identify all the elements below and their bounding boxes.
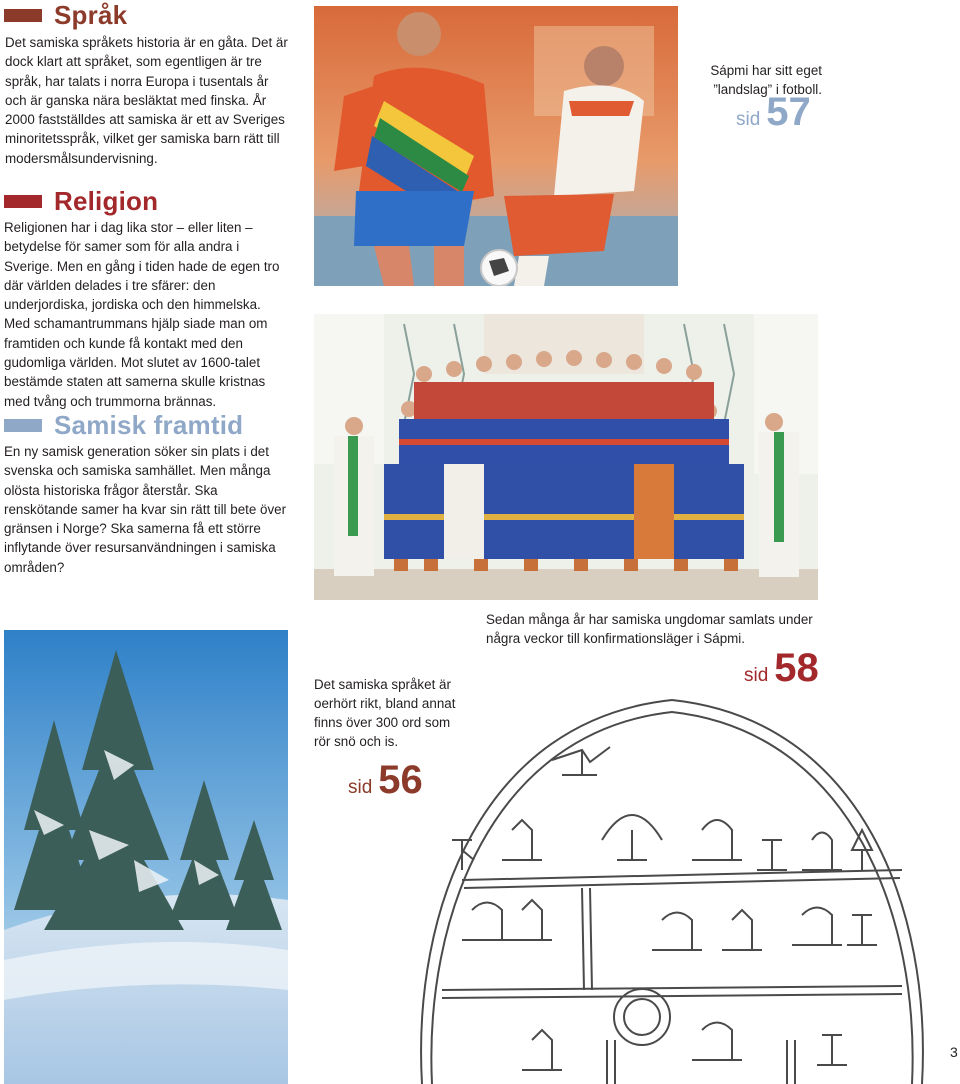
sid-label: sid [348, 777, 373, 798]
section-heading-sprak [4, 0, 127, 31]
sid-number: 57 [766, 90, 811, 134]
heading-color-swatch [4, 419, 42, 432]
sid-number: 58 [774, 646, 819, 690]
heading-color-swatch [4, 195, 42, 208]
body-sprak: Det samiska språkets historia är en gåta. Det är dock klart att språket, som egentligen är tre språk, har talats i norra Europa i tusentals år och är ganska nära besläktat med finska. År 2000 fastställdes att samiska är ett av Sveriges minoritetsspråk, vilket ger samiska barn rätt till modersmålsundervisning. [5, 35, 288, 166]
body-framtid: En ny samisk generation söker sin plats i det svenska och samiska samhället. Men många olösta historiska frågor återstår. Ska renskötande samer ha kvar sin rätt till bete över gränsen i Norge? Ska samerna få ett större inflytande över resursanvändningen i samiska områden? [4, 444, 287, 575]
winter-forest-photo [4, 630, 288, 1084]
caption-language: Det samiska språket är oerhört rikt, bland annat finns över 300 ord som rör snö och is. [314, 677, 456, 749]
caption-confirmation: Sedan många år har samiska ungdomar samlats under några veckor till konfirmationsläger i Sápmi. [486, 612, 813, 646]
sid-label: sid [744, 665, 769, 686]
confirmation-group-photo [314, 314, 818, 600]
body-religion: Religionen har i dag lika stor – eller liten – betydelse för samer som för alla andra i Sverige. Men en gång i tiden hade de egen tro där världen delades i tre sfärer: den underjordiska, jordiska och den himmelska. Med schamantrummans hjälp siade man om framtiden och kunde få kontakt med den gudomliga världen. Mot slutet av 1600-talet bestämde staten att samerna skulle kristnas med tvång och trummorna brännas. [4, 220, 280, 409]
sid-label: sid [736, 109, 761, 130]
page-number: 3 [950, 1044, 958, 1060]
heading-framtid: Samisk framtid [54, 410, 244, 440]
page-ref-58 [744, 648, 819, 688]
heading-sprak: Språk [54, 0, 128, 30]
heading-religion: Religion [54, 186, 159, 216]
sid-number: 56 [378, 758, 423, 802]
heading-color-swatch [4, 9, 42, 22]
page-ref-57 [736, 92, 811, 132]
section-heading-framtid [4, 410, 243, 441]
shaman-drum-illustration [402, 690, 942, 1084]
caption-football: Sápmi har sitt eget ”landslag” i fotboll. [710, 63, 822, 97]
section-heading-religion [4, 186, 158, 217]
football-photo [314, 6, 678, 286]
